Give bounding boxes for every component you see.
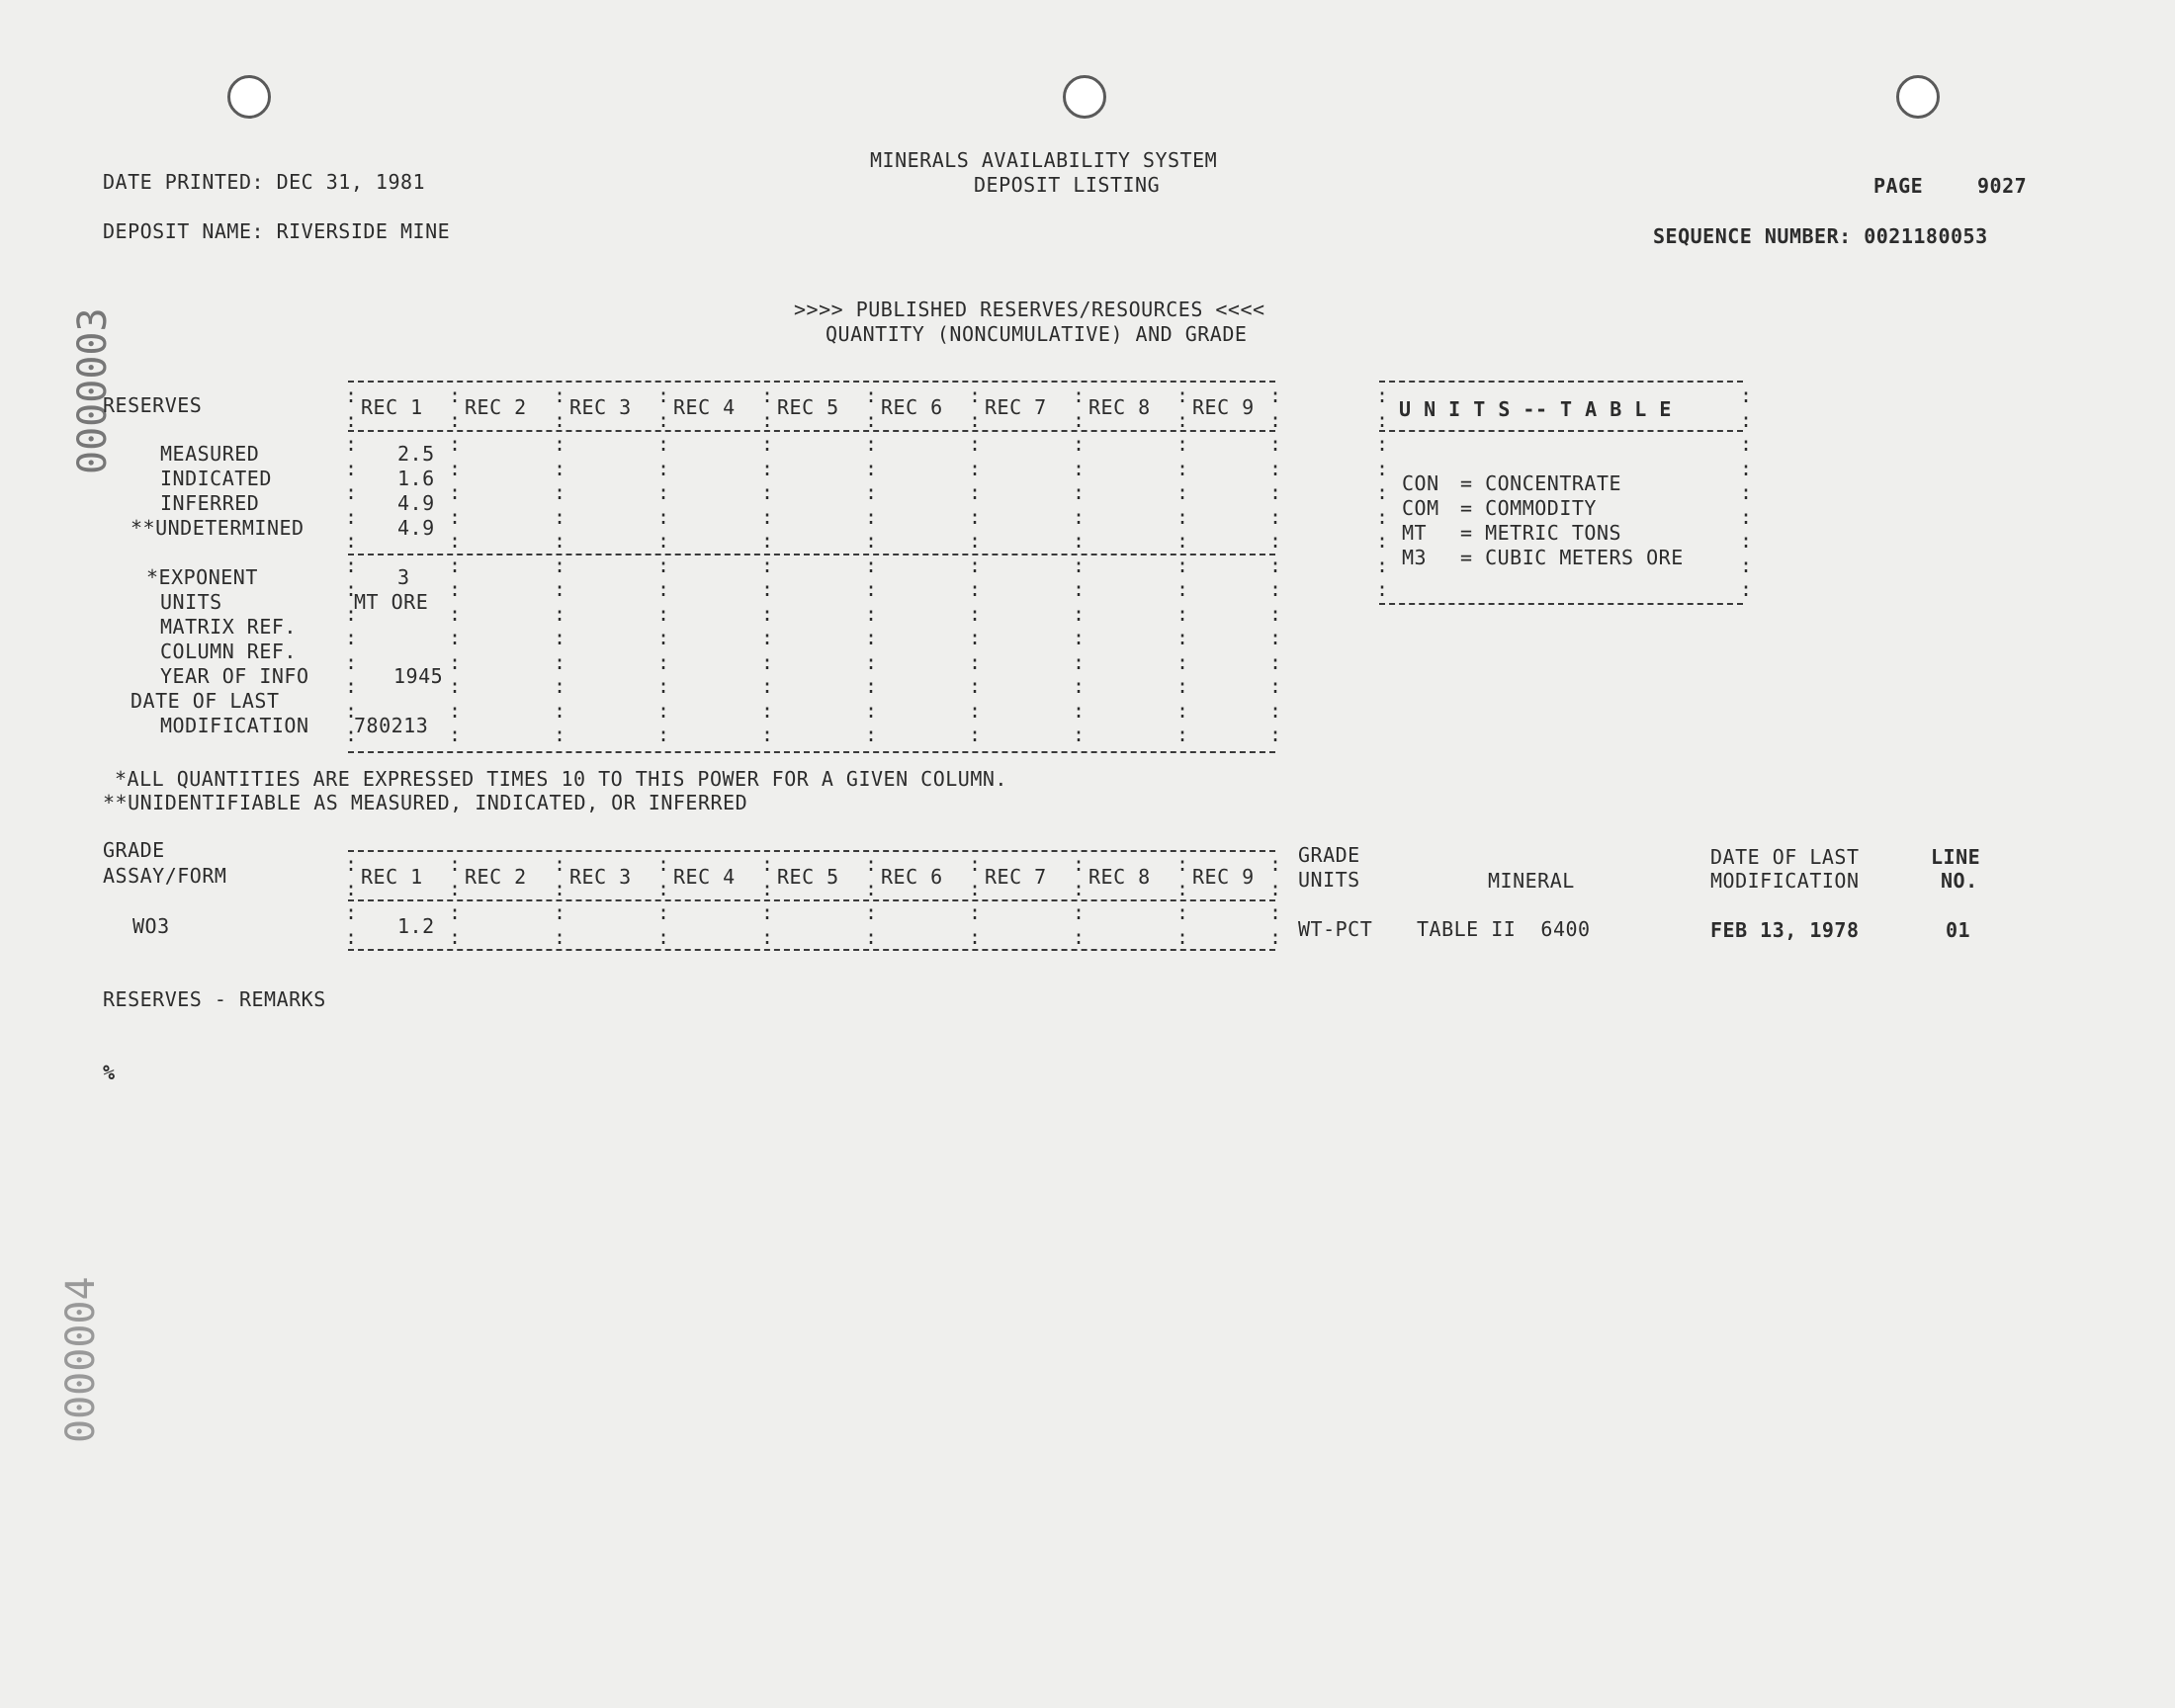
reserves-col-header-9: REC 9 <box>1192 395 1255 419</box>
reserves-col-header-8: REC 8 <box>1088 395 1151 419</box>
footnote-exponent: *ALL QUANTITIES ARE EXPRESSED TIMES 10 TO THIS POWER FOR A GIVEN COLUMN. <box>115 767 1007 791</box>
reserves-detail-label: MATRIX REF. <box>160 615 297 639</box>
reserves-separator: : <box>1073 650 1086 674</box>
reserves-top-rule <box>348 381 1275 383</box>
reserves-separator: : <box>554 505 566 529</box>
reserves-separator: : <box>554 626 566 649</box>
reserves-separator: : <box>345 505 358 529</box>
reserves-separator: : <box>554 602 566 626</box>
grade-separator: : <box>865 900 878 924</box>
reserves-separator: : <box>554 577 566 601</box>
units-bottom-rule <box>1379 603 1743 605</box>
reserves-separator: : <box>1176 626 1189 649</box>
reserves-separator: : <box>1269 577 1282 601</box>
reserves-separator: : <box>345 457 358 480</box>
units-entry-desc: = COMMODITY <box>1460 496 1597 520</box>
reserves-separator: : <box>969 650 982 674</box>
reserves-separator: : <box>865 723 878 746</box>
reserves-separator: : <box>657 457 670 480</box>
grade-separator: : <box>657 925 670 949</box>
reserves-separator: : <box>1073 457 1086 480</box>
assay-form-label: ASSAY/FORM <box>103 864 227 888</box>
reserves-separator: : <box>865 602 878 626</box>
grade-separator: : <box>761 900 774 924</box>
reserves-row-rec1: 2.5 <box>397 442 435 466</box>
reserves-separator: : <box>865 505 878 529</box>
grade-units-header-1: GRADE <box>1298 843 1360 867</box>
reserves-separator: : <box>345 577 358 601</box>
reserves-separator: : <box>449 602 462 626</box>
date-printed: DATE PRINTED: DEC 31, 1981 <box>103 170 426 194</box>
reserves-separator: : <box>657 674 670 698</box>
grade-separator: : <box>449 877 462 900</box>
grade-separator: : <box>761 925 774 949</box>
reserves-separator: : <box>865 529 878 553</box>
grade-row-assay: WO3 <box>132 914 170 938</box>
reserves-header-rule <box>348 430 1275 432</box>
reserves-separator: : <box>657 602 670 626</box>
grade-row-mineral: TABLE II 6400 <box>1417 917 1591 941</box>
reserves-separator: : <box>657 626 670 649</box>
section-title: >>>> PUBLISHED RESERVES/RESOURCES <<<< <box>794 298 1265 321</box>
reserves-separator: : <box>865 457 878 480</box>
reserves-separator: : <box>969 480 982 504</box>
units-border: : <box>1740 384 1753 407</box>
grade-separator: : <box>1073 900 1086 924</box>
grade-separator: : <box>969 877 982 900</box>
reserves-separator: : <box>345 723 358 746</box>
grade-separator: : <box>1176 900 1189 924</box>
reserves-separator: : <box>449 408 462 432</box>
reserves-separator: : <box>1073 384 1086 407</box>
reserves-separator: : <box>657 554 670 577</box>
reserves-separator: : <box>449 457 462 480</box>
reserves-separator: : <box>554 529 566 553</box>
reserves-separator: : <box>1073 674 1086 698</box>
reserves-separator: : <box>761 577 774 601</box>
date-last-mod-header-1: DATE OF LAST <box>1710 845 1860 869</box>
units-border: : <box>1376 505 1389 529</box>
deposit-name: DEPOSIT NAME: RIVERSIDE MINE <box>103 219 451 243</box>
reserves-separator: : <box>1176 602 1189 626</box>
line-no-header-1: LINE <box>1931 845 1981 869</box>
reserves-separator: : <box>969 602 982 626</box>
reserves-row-rec1: 4.9 <box>397 491 435 515</box>
reserves-separator: : <box>1073 505 1086 529</box>
units-border: : <box>1740 457 1753 480</box>
reserves-separator: : <box>969 408 982 432</box>
reserves-separator: : <box>657 432 670 456</box>
grade-col-header-1: REC 1 <box>361 865 423 889</box>
reserves-col-header-7: REC 7 <box>985 395 1047 419</box>
reserves-separator: : <box>554 457 566 480</box>
grade-col-header-9: REC 9 <box>1192 865 1255 889</box>
grade-col-header-8: REC 8 <box>1088 865 1151 889</box>
reserves-separator: : <box>657 408 670 432</box>
reserves-separator: : <box>345 480 358 504</box>
grade-row-units: WT-PCT <box>1298 917 1373 941</box>
reserves-separator: : <box>865 650 878 674</box>
reserves-separator: : <box>1176 723 1189 746</box>
reserves-separator: : <box>1073 602 1086 626</box>
reserves-separator: : <box>449 505 462 529</box>
punch-hole-right <box>1896 75 1940 119</box>
units-border: : <box>1376 408 1389 432</box>
grade-units-header-2: UNITS <box>1298 868 1360 892</box>
units-entry-code: CON <box>1402 471 1439 495</box>
reserves-separator: : <box>657 699 670 723</box>
grade-separator: : <box>969 852 982 876</box>
units-border: : <box>1740 480 1753 504</box>
units-border: : <box>1376 384 1389 407</box>
reserves-separator: : <box>865 626 878 649</box>
grade-separator: : <box>865 852 878 876</box>
reserves-separator: : <box>345 602 358 626</box>
reserves-detail-label: DATE OF LAST <box>130 689 280 713</box>
reserves-separator: : <box>969 626 982 649</box>
units-header-rule <box>1379 430 1743 432</box>
date-last-mod-header-2: MODIFICATION <box>1710 869 1860 893</box>
reserves-col-header-6: REC 6 <box>881 395 943 419</box>
reserves-separator: : <box>761 384 774 407</box>
grade-separator: : <box>761 877 774 900</box>
reserves-separator: : <box>554 480 566 504</box>
reserves-detail-rec1: 780213 <box>354 714 429 737</box>
grade-col-header-7: REC 7 <box>985 865 1047 889</box>
reserves-detail-label: COLUMN REF. <box>160 640 297 663</box>
grade-separator: : <box>657 852 670 876</box>
reserves-separator: : <box>1269 408 1282 432</box>
units-entry-desc: = CONCENTRATE <box>1460 471 1622 495</box>
reserves-separator: : <box>1073 699 1086 723</box>
grade-separator: : <box>1176 925 1189 949</box>
grade-row-rec1: 1.2 <box>397 914 435 938</box>
reserves-mid-rule <box>348 554 1275 555</box>
section-subtitle: QUANTITY (NONCUMULATIVE) AND GRADE <box>826 322 1248 346</box>
reserves-separator: : <box>969 699 982 723</box>
reserves-detail-label: *EXPONENT <box>146 565 258 589</box>
reserves-separator: : <box>865 384 878 407</box>
units-border: : <box>1740 432 1753 456</box>
side-stamp-top: 0000003 <box>70 307 116 474</box>
grade-col-header-4: REC 4 <box>673 865 736 889</box>
reserves-separator: : <box>969 432 982 456</box>
reserves-separator: : <box>1176 674 1189 698</box>
units-border: : <box>1740 529 1753 553</box>
reserves-separator: : <box>1073 577 1086 601</box>
reserves-row-label: INDICATED <box>160 467 272 490</box>
units-border: : <box>1740 505 1753 529</box>
reserves-detail-rec1: 3 <box>397 565 410 589</box>
reserves-separator: : <box>969 505 982 529</box>
reserves-col-header-2: REC 2 <box>465 395 527 419</box>
reserves-separator: : <box>1073 529 1086 553</box>
grade-separator: : <box>449 852 462 876</box>
grade-separator: : <box>1269 877 1282 900</box>
reserves-separator: : <box>761 480 774 504</box>
reserves-separator: : <box>761 674 774 698</box>
reserves-separator: : <box>345 699 358 723</box>
reserves-separator: : <box>969 554 982 577</box>
reserves-separator: : <box>865 480 878 504</box>
reserves-col-header-3: REC 3 <box>569 395 632 419</box>
reserves-separator: : <box>554 674 566 698</box>
reserves-separator: : <box>1176 529 1189 553</box>
reserves-separator: : <box>449 554 462 577</box>
reserves-separator: : <box>1073 408 1086 432</box>
reserves-separator: : <box>761 505 774 529</box>
grade-separator: : <box>865 877 878 900</box>
grade-separator: : <box>554 900 566 924</box>
reserves-separator: : <box>345 432 358 456</box>
grade-bottom-rule <box>348 949 1275 951</box>
side-stamp-bottom: 0000004 <box>58 1276 104 1443</box>
grade-separator: : <box>1073 877 1086 900</box>
reserves-separator: : <box>554 432 566 456</box>
reserves-separator: : <box>761 699 774 723</box>
grade-header-rule <box>348 899 1275 901</box>
units-title: U N I T S -- T A B L E <box>1399 397 1672 421</box>
grade-separator: : <box>969 925 982 949</box>
sequence-number: SEQUENCE NUMBER: 0021180053 <box>1653 224 1988 248</box>
units-top-rule <box>1379 381 1743 383</box>
reserves-separator: : <box>1073 432 1086 456</box>
reserves-separator: : <box>761 626 774 649</box>
grade-separator: : <box>1073 852 1086 876</box>
reserves-separator: : <box>761 650 774 674</box>
reserves-separator: : <box>1269 432 1282 456</box>
reserves-separator: : <box>1269 554 1282 577</box>
reserves-separator: : <box>345 554 358 577</box>
reserves-detail-label: MODIFICATION <box>160 714 309 737</box>
grade-separator: : <box>1269 900 1282 924</box>
grade-col-header-2: REC 2 <box>465 865 527 889</box>
reserves-row-rec1: 1.6 <box>397 467 435 490</box>
reserves-separator: : <box>449 674 462 698</box>
reserves-separator: : <box>761 529 774 553</box>
reserves-separator: : <box>761 554 774 577</box>
reserves-separator: : <box>554 699 566 723</box>
grade-separator: : <box>657 900 670 924</box>
reserves-separator: : <box>345 384 358 407</box>
units-entry-desc: = CUBIC METERS ORE <box>1460 546 1684 569</box>
grade-separator: : <box>345 852 358 876</box>
reserves-separator: : <box>449 650 462 674</box>
reserves-separator: : <box>554 650 566 674</box>
grade-col-header-3: REC 3 <box>569 865 632 889</box>
reserves-separator: : <box>1269 457 1282 480</box>
reserves-detail-label: UNITS <box>160 590 222 614</box>
reserves-separator: : <box>761 408 774 432</box>
reserves-separator: : <box>969 529 982 553</box>
reserves-separator: : <box>1176 384 1189 407</box>
grade-row-date: FEB 13, 1978 <box>1710 918 1860 942</box>
grade-separator: : <box>1269 852 1282 876</box>
grade-separator: : <box>345 925 358 949</box>
page-label: PAGE <box>1873 174 1924 198</box>
reserves-separator: : <box>865 408 878 432</box>
units-entry-code: MT <box>1402 521 1428 545</box>
reserves-separator: : <box>657 577 670 601</box>
grade-separator: : <box>554 877 566 900</box>
punch-hole-left <box>227 75 271 119</box>
reserves-separator: : <box>1176 699 1189 723</box>
grade-label: GRADE <box>103 838 165 862</box>
reserves-separator: : <box>449 432 462 456</box>
grade-row-line-no: 01 <box>1946 918 1971 942</box>
reserves-row-rec1: 4.9 <box>397 516 435 540</box>
reserves-row-label: INFERRED <box>160 491 260 515</box>
reserves-separator: : <box>345 626 358 649</box>
grade-col-header-5: REC 5 <box>777 865 839 889</box>
grade-separator: : <box>449 925 462 949</box>
reserves-separator: : <box>1073 723 1086 746</box>
reserves-separator: : <box>865 554 878 577</box>
reserves-separator: : <box>1176 505 1189 529</box>
reserves-row-label: **UNDETERMINED <box>130 516 304 540</box>
page-number: 9027 <box>1977 174 2028 198</box>
grade-top-rule <box>348 850 1275 852</box>
grade-separator: : <box>554 925 566 949</box>
reserves-separator: : <box>657 480 670 504</box>
reserves-separator: : <box>1269 723 1282 746</box>
listing-title: DEPOSIT LISTING <box>974 173 1161 197</box>
reserves-detail-label: YEAR OF INFO <box>160 664 309 688</box>
units-border: : <box>1740 577 1753 601</box>
reserves-separator: : <box>449 384 462 407</box>
grade-separator: : <box>657 877 670 900</box>
system-title: MINERALS AVAILABILITY SYSTEM <box>870 148 1218 172</box>
units-border: : <box>1376 480 1389 504</box>
units-entry-code: COM <box>1402 496 1439 520</box>
footnote-undetermined: **UNIDENTIFIABLE AS MEASURED, INDICATED, OR INFERRED <box>103 791 748 814</box>
reserves-separator: : <box>1073 480 1086 504</box>
reserves-separator: : <box>1269 602 1282 626</box>
reserves-separator: : <box>969 577 982 601</box>
reserves-separator: : <box>554 723 566 746</box>
reserves-separator: : <box>761 432 774 456</box>
reserves-separator: : <box>449 577 462 601</box>
reserves-separator: : <box>449 480 462 504</box>
reserves-col-header-1: REC 1 <box>361 395 423 419</box>
reserves-separator: : <box>449 529 462 553</box>
grade-separator: : <box>1269 925 1282 949</box>
reserves-separator: : <box>554 384 566 407</box>
reserves-separator: : <box>969 384 982 407</box>
grade-separator: : <box>865 925 878 949</box>
reserves-separator: : <box>1176 577 1189 601</box>
reserves-separator: : <box>345 529 358 553</box>
reserves-separator: : <box>554 554 566 577</box>
units-entry-code: M3 <box>1402 546 1428 569</box>
reserves-separator: : <box>657 723 670 746</box>
remarks-label: RESERVES - REMARKS <box>103 987 326 1011</box>
reserves-separator: : <box>657 650 670 674</box>
reserves-separator: : <box>1176 650 1189 674</box>
units-border: : <box>1376 577 1389 601</box>
reserves-separator: : <box>1269 384 1282 407</box>
reserves-separator: : <box>1269 480 1282 504</box>
reserves-detail-rec1: MT ORE <box>354 590 429 614</box>
reserves-separator: : <box>1176 480 1189 504</box>
reserves-separator: : <box>865 577 878 601</box>
reserves-row-label: MEASURED <box>160 442 260 466</box>
reserves-separator: : <box>1269 699 1282 723</box>
reserves-detail-rec1: 1945 <box>393 664 444 688</box>
reserves-separator: : <box>554 408 566 432</box>
grade-separator: : <box>1176 877 1189 900</box>
grade-separator: : <box>554 852 566 876</box>
grade-separator: : <box>345 900 358 924</box>
units-border: : <box>1376 529 1389 553</box>
reserves-separator: : <box>1269 505 1282 529</box>
reserves-separator: : <box>1176 554 1189 577</box>
reserves-separator: : <box>761 723 774 746</box>
reserves-col-header-4: REC 4 <box>673 395 736 419</box>
grade-col-header-6: REC 6 <box>881 865 943 889</box>
reserves-separator: : <box>865 699 878 723</box>
grade-separator: : <box>345 877 358 900</box>
reserves-separator: : <box>761 602 774 626</box>
remarks-text: % <box>103 1061 116 1084</box>
mineral-header: MINERAL <box>1488 869 1575 893</box>
reserves-separator: : <box>865 674 878 698</box>
reserves-separator: : <box>449 626 462 649</box>
reserves-separator: : <box>345 408 358 432</box>
grade-separator: : <box>1073 925 1086 949</box>
reserves-separator: : <box>1176 432 1189 456</box>
units-border: : <box>1376 432 1389 456</box>
grade-separator: : <box>1176 852 1189 876</box>
units-border: : <box>1376 554 1389 577</box>
grade-separator: : <box>969 900 982 924</box>
reserves-separator: : <box>657 505 670 529</box>
units-border: : <box>1376 457 1389 480</box>
grade-separator: : <box>449 900 462 924</box>
reserves-separator: : <box>1269 674 1282 698</box>
reserves-separator: : <box>449 699 462 723</box>
reserves-separator: : <box>1073 554 1086 577</box>
reserves-separator: : <box>761 457 774 480</box>
reserves-separator: : <box>449 723 462 746</box>
reserves-separator: : <box>345 650 358 674</box>
line-no-header-2: NO. <box>1941 869 1978 893</box>
reserves-separator: : <box>1269 650 1282 674</box>
reserves-separator: : <box>969 723 982 746</box>
reserves-separator: : <box>1176 408 1189 432</box>
reserves-bottom-rule <box>348 751 1275 753</box>
units-border: : <box>1740 408 1753 432</box>
units-border: : <box>1740 554 1753 577</box>
units-entry-desc: = METRIC TONS <box>1460 521 1622 545</box>
reserves-separator: : <box>1073 626 1086 649</box>
grade-separator: : <box>761 852 774 876</box>
reserves-separator: : <box>969 457 982 480</box>
reserves-separator: : <box>345 674 358 698</box>
punch-hole-center <box>1063 75 1106 119</box>
reserves-separator: : <box>865 432 878 456</box>
reserves-separator: : <box>1176 457 1189 480</box>
reserves-separator: : <box>1269 529 1282 553</box>
reserves-col-header-5: REC 5 <box>777 395 839 419</box>
reserves-header-label: RESERVES <box>103 393 203 417</box>
reserves-separator: : <box>657 529 670 553</box>
reserves-separator: : <box>969 674 982 698</box>
reserves-separator: : <box>1269 626 1282 649</box>
reserves-separator: : <box>657 384 670 407</box>
